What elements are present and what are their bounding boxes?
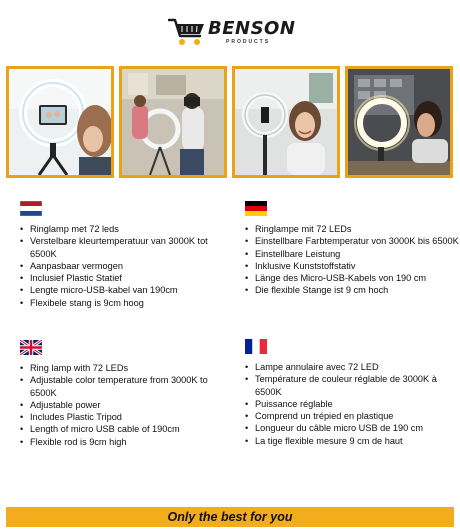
list-item: • Inclusief Plastic Statief [20,273,122,284]
list-item: • Einstellbare Farbtemperatur von 3000K bis 6500K [245,236,459,247]
brand-name: BENSON [208,18,296,39]
list-item: • La tige flexible mesure 9 cm de haut [245,435,403,446]
list-item: • Includes Plastic Tripod [20,412,122,423]
english-feature-list [20,362,235,448]
ring-light-desk-photo [345,66,453,178]
list-item: • Flexibele stang is 9cm hoog [20,297,144,308]
list-item: • Adjustable color temperature from 3000K to 6500K [20,375,208,398]
list-item: • Länge des Micro-USB-Kabels von 190 cm [245,273,427,284]
list-item: • Die flexible Stange ist 9 cm hoch [245,285,389,296]
france-flag-icon [245,339,267,354]
germany-flag-icon [245,201,267,216]
list-item: • Flexible rod is 9cm high [20,436,127,447]
list-item: • Aanpasbaar vermogen [20,260,123,271]
list-item: • Einstellbare Leistung [245,248,341,259]
list-item: • Longueur du câble micro USB de 190 cm [245,423,424,434]
photo-strip [6,66,454,178]
list-item: • Length of micro USB cable of 190cm [20,424,180,435]
list-item: • Température de couleur réglable de 3000K à 6500K [245,374,437,397]
list-item: • Adjustable power [20,399,101,410]
header [0,0,460,58]
ring-light-photographer-photo-image [122,69,224,175]
list-item: • Ringlampe mit 72 LEDs [245,224,352,234]
ring-light-phone-photo-image [9,69,111,175]
dutch-feature-list [20,223,235,309]
footer-banner [6,507,454,527]
footer-slogan: Only the best for you [167,510,293,524]
list-item: • Lengte micro-USB-kabel van 190cm [20,285,178,296]
ring-light-woman-smiling-photo [232,66,340,178]
list-item: • Ringlamp met 72 leds [20,224,119,234]
ring-light-woman-smiling-photo-image [235,69,337,175]
list-item: • Comprend un trépied en plastique [245,411,394,422]
list-item: • Lampe annulaire avec 72 LED [245,362,379,372]
shopping-cart-icon [168,16,208,48]
list-item: • Inklusive Kunststoffstativ [245,260,356,271]
german-feature-list [245,223,460,297]
ring-light-phone-photo [6,66,114,178]
list-item: • Verstelbare kleurtemperatuur van 3000K tot 6500K [20,236,208,259]
brand-tagline: PRODUCTS [226,39,271,45]
ring-light-desk-photo-image [348,69,450,175]
uk-flag-icon [20,340,42,355]
netherlands-flag-icon [20,201,42,216]
brand-logo [168,14,308,48]
list-item: • Ring lamp with 72 LEDs [20,363,129,373]
list-item: • Puissance réglable [245,398,333,409]
ring-light-photographer-photo [119,66,227,178]
french-feature-list [245,361,460,447]
